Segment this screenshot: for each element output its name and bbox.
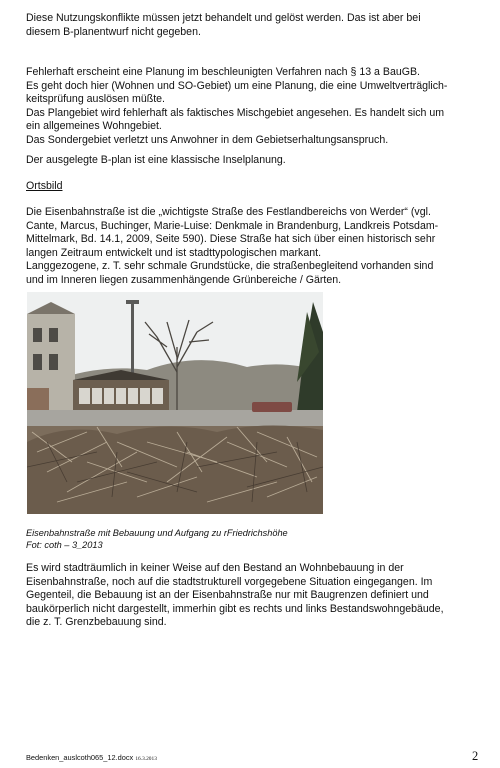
caption-credit: Fot: coth – 3_2013 <box>26 540 103 550</box>
text-line: Eisenbahnstraße, noch auf die stadtstrukturell vorgegebene Situation eingegangen. Im <box>26 575 433 588</box>
text-line: Fehlerhaft erscheint eine Planung im beschleunigten Verfahren nach § 13 a BauGB. <box>26 66 420 78</box>
text-line: Langgezogene, z. T. sehr schmale Grundstücke, die straßenbegleitend vorhanden sind <box>26 260 434 273</box>
text-line: Gegenteil, die Bebauung ist an der Eisenbahnstraße nur mit Baugrenzen definiert und <box>26 589 429 602</box>
text-line: Es geht doch hier (Wohnen und SO-Gebiet) um eine Planung, die eine Umweltverträglich- <box>26 79 448 92</box>
paragraph-nutzungskonflikte <box>26 12 478 39</box>
text-line: keitsprüfung auslösen müßte. <box>26 93 165 106</box>
footer-date: 16.3.2013 <box>135 756 157 762</box>
paragraph-stadtraeumlich <box>26 562 478 630</box>
text-line: die z. T. Grenzbebauung sind. <box>26 616 167 629</box>
text-line: Mittelmark, Bd. 14.1, 2009, Seite 590). Diese Straße hat sich über einen historisch sehr <box>26 233 436 246</box>
text-line: Das Sondergebiet verletzt uns Anwohner in dem Gebietserhaltungsanspruch. <box>26 133 389 146</box>
text-line: Diese Nutzungskonflikte müssen jetzt behandelt und gelöst werden. Das ist aber bei <box>26 12 421 24</box>
paragraph-verfahren <box>26 66 478 148</box>
text-line: Das Plangebiet wird fehlerhaft als faktisches Mischgebiet angesehen. Es handelt sich um <box>26 106 445 119</box>
footer-filename <box>26 753 157 764</box>
text-line: baukörperlich nicht dargestellt, immerhin gibt es rechts und links Bestandswohngebäude, <box>26 602 444 615</box>
footer-filename-text: Bedenken_auslcoth065_12.docx <box>26 753 134 762</box>
paragraph-inselplanung <box>26 154 478 168</box>
caption-line: Eisenbahnstraße mit Bebauung und Aufgang zu rFriedrichshöhe <box>26 528 288 538</box>
text-line: langen Zeitraum entwickelt und ist stadttypologischen markant. <box>26 246 322 259</box>
section-heading-ortsbild: Ortsbild <box>26 180 63 192</box>
street-photo <box>27 292 323 514</box>
text-line: diesem B-planentwurf nicht gegeben. <box>26 25 201 38</box>
paragraph-eisenbahnstrasse <box>26 206 478 288</box>
text-line: Der ausgelegte B-plan ist eine klassische Inselplanung. <box>26 154 286 166</box>
photo-caption <box>26 527 386 551</box>
text-line: Es wird stadträumlich in keiner Weise auf den Bestand an Wohnbebauung in der <box>26 562 404 574</box>
text-line: und im Inneren liegen zusammenhängende Grünbereiche / Gärten. <box>26 273 342 286</box>
text-line: ein allgemeines Wohngebiet. <box>26 120 162 133</box>
text-line: Cante, Marcus, Buchinger, Marie-Luise: Denkmale in Brandenburg, Landkreis Potsdam- <box>26 219 439 232</box>
text-line: Die Eisenbahnstraße ist die „wichtigste Straße des Festlandbereichs von Werder“ (vgl. <box>26 206 431 218</box>
page-number: 2 <box>472 749 479 763</box>
